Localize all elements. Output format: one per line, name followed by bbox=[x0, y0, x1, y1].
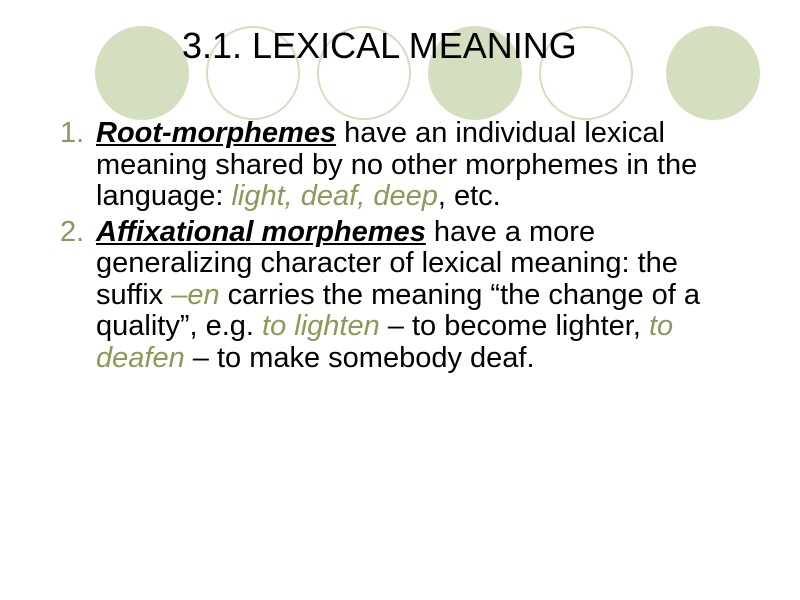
list-number: 1. bbox=[60, 117, 85, 149]
body-text: – to make somebody deaf. bbox=[184, 341, 535, 374]
body-text: , etc. bbox=[437, 180, 501, 212]
slide-title: 3.1. LEXICAL MEANING bbox=[182, 25, 577, 66]
definition-list bbox=[60, 118, 740, 378]
example-lighten: to lighten bbox=[262, 310, 380, 342]
example-deafen: to deafen bbox=[96, 310, 674, 374]
term-affixational-morphemes: Affixational morphemes bbox=[96, 215, 426, 248]
list-number: 2. bbox=[60, 215, 85, 248]
list-item-affixational-morphemes bbox=[60, 217, 740, 375]
decorative-circle bbox=[95, 26, 189, 120]
body-text: carries the meaning “the change of a quality”, e.g. bbox=[96, 278, 701, 342]
decorative-circle bbox=[666, 26, 760, 120]
list-item-root-morphemes bbox=[60, 118, 740, 213]
example-text: light, deaf, deep bbox=[231, 180, 438, 212]
term-root-morphemes: Root-morphemes bbox=[96, 117, 337, 149]
body-text: have a more generalizing character of lexical meaning: the suffix bbox=[96, 215, 678, 311]
example-suffix: –en bbox=[171, 278, 220, 311]
body-text: – to become lighter, bbox=[379, 310, 649, 342]
body-text: have an individual lexical meaning shared by no other morphemes in the language: bbox=[96, 117, 698, 212]
